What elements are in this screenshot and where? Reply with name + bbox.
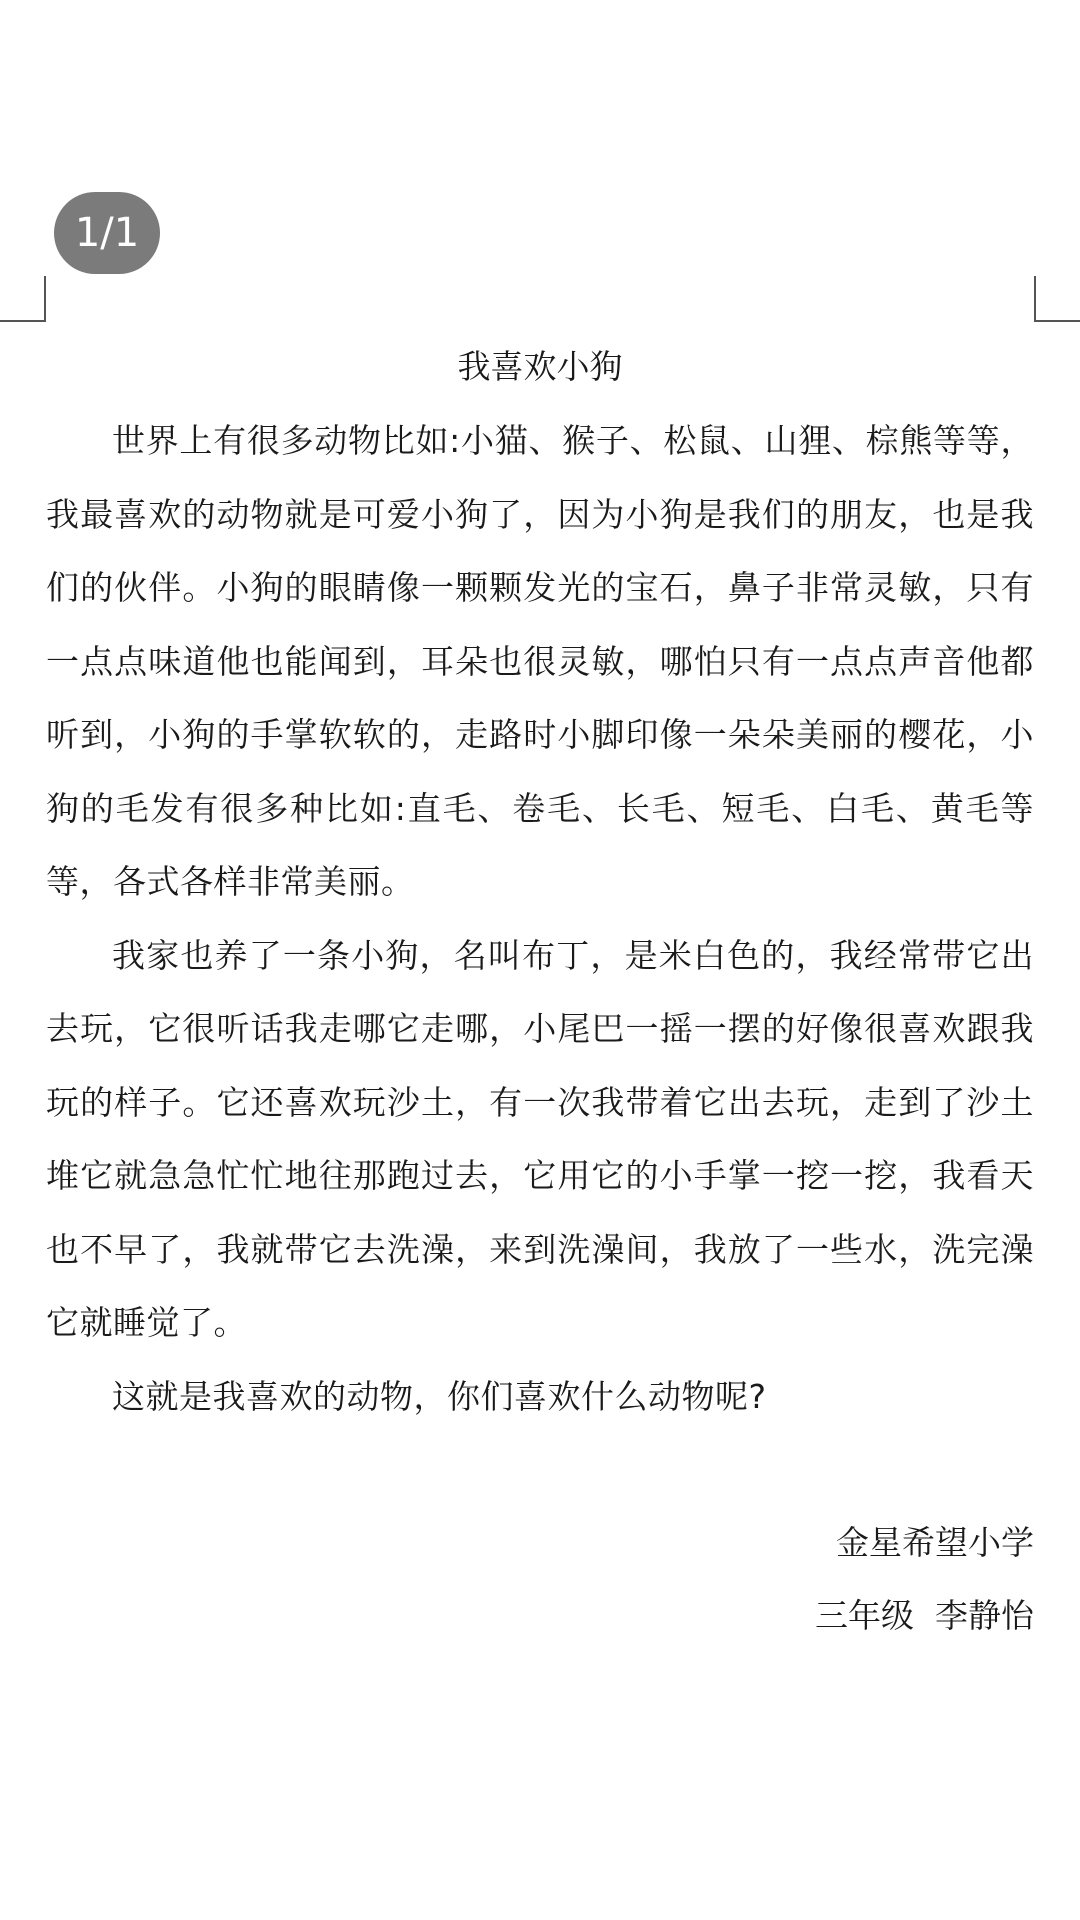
margin-corner-mark-left: [0, 276, 46, 322]
document-page: [46, 330, 1034, 1652]
signature-school: 金星希望小学: [836, 1523, 1034, 1562]
paragraph-3: 这就是我喜欢的动物，你们喜欢什么动物呢?: [112, 1376, 767, 1416]
blank-line: [46, 1433, 1034, 1506]
page-indicator: 1/1: [54, 192, 160, 274]
paragraph-2: 我家也养了一条小狗，名叫布丁，是米白色的，我经常带它出去玩，它很听话我走哪它走哪，小尾巴一摇一摆的好像很喜欢跟我玩的样子。它还喜欢玩沙土，有一次我带着它出去玩，走到了沙土堆它就急急忙忙地往那跑过去，它用它的小手掌一挖一挖，我看天也不早了，我就带它去洗澡，来到洗澡间，我放了一些水，洗完澡它就睡觉了。: [46, 935, 1034, 1342]
document-title: 我喜欢小狗: [457, 347, 623, 386]
paragraph-1: 世界上有很多动物比如:小猫、猴子、松鼠、山狸、棕熊等等，我最喜欢的动物就是可爱小狗了，因为小狗是我们的朋友，也是我们的伙伴。小狗的眼睛像一颗颗发光的宝石，鼻子非常灵敏，只有一点点味道他也能闻到，耳朵也很灵敏，哪怕只有一点点声音他都听到，小狗的手掌软软的，走路时小脚印像一朵朵美丽的樱花，小狗的毛发有很多种比如:直毛、卷毛、长毛、短毛、白毛、黄毛等等，各式各样非常美丽。: [46, 421, 1034, 901]
margin-corner-mark-right: [1034, 276, 1080, 322]
signature-author: 三年级 李静怡: [815, 1596, 1034, 1635]
